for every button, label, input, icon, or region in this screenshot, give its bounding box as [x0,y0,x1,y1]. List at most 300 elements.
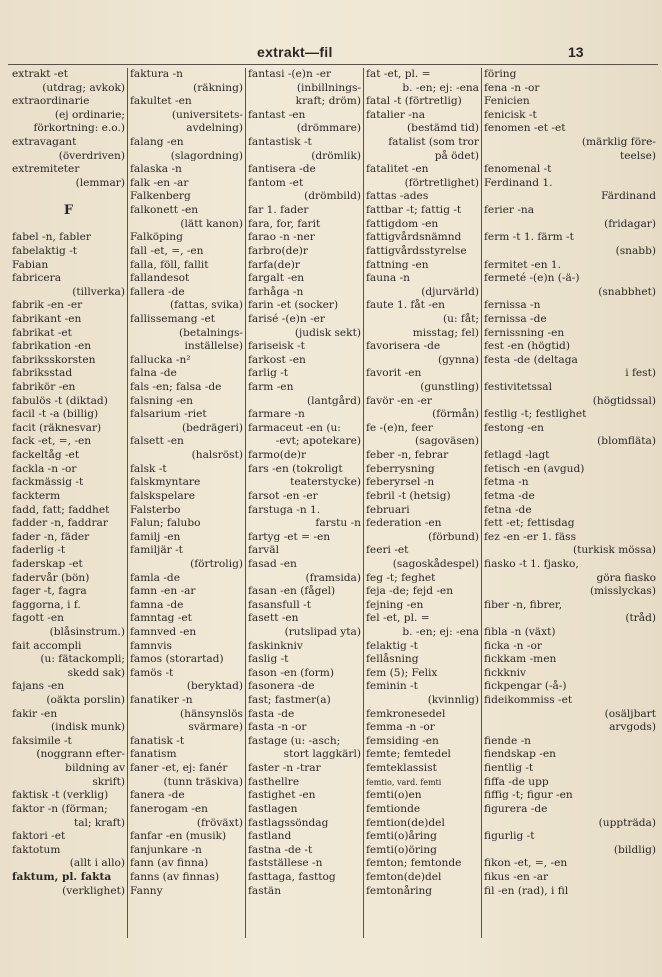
dictionary-entry: fetma -de [484,489,535,502]
dictionary-entry: b. -en; ej: -ena [402,81,479,94]
dictionary-entry: inställelse) [184,340,243,353]
dictionary-entry: ficka -n -or [484,639,542,652]
dictionary-entry: fiasko -t 1. fjasko, [484,557,579,570]
dictionary-entry: fattigdom -en [366,217,439,230]
dictionary-entry: fager -t, fagra [12,585,87,598]
dictionary-entry: fantastisk -t [248,136,312,149]
dictionary-entry: fastna -de -t [248,843,313,856]
dictionary-entry: (kvinnlig) [427,694,479,707]
dictionary-entry: fiffa -de upp [484,775,549,788]
dictionary-entry: feberyrsel -n [366,476,435,489]
dictionary-entry: (hänsynslös [180,707,243,720]
dictionary-entry: (tråd) [625,612,656,625]
dictionary-entry: (sagoskådespel) [392,557,479,570]
dictionary-entry: (förtrolig) [190,557,243,570]
dictionary-entry: ferier -na [484,204,535,217]
dictionary-entry: (drömbild) [304,190,361,203]
dictionary-entry: (drömlik) [311,149,361,162]
dictionary-entry: fattas -ades [366,190,429,203]
dictionary-entry: fanatism [130,748,177,761]
dictionary-entry: (osäljbart [604,707,656,720]
dictionary-entry: fasttaga, fasttog [248,870,336,883]
dictionary-entry: fabrikat -et [12,326,72,339]
dictionary-entry: fast; fastmer(a) [248,694,331,707]
dictionary-entry: farstu -n [315,517,361,530]
dictionary-entry: farkost -en [248,353,306,366]
dictionary-entry: famla -de [130,571,180,584]
dictionary-entry: fermitet -en 1. [484,258,561,271]
dictionary-entry: fabrikant -en [12,312,82,325]
page-number: 13 [568,44,584,60]
dictionary-entry: (tillverka) [72,285,125,298]
dictionary-entry: i fest) [625,367,656,380]
dictionary-entry: fernissa -n [484,299,541,312]
dictionary-entry: fastlagen [248,802,298,815]
dictionary-entry: göra fiasko [596,571,656,584]
dictionary-entry: fabricera [12,272,62,285]
dictionary-entry: far 1. fader [248,204,309,217]
dictionary-entry: fastighet -en [248,789,316,802]
dictionary-entry: fabriksskorsten [12,353,96,366]
dictionary-entry: femtionde [366,802,421,815]
dictionary-entry: fett -et; fettisdag [484,517,575,530]
dictionary-entry: avdelning) [186,122,243,135]
dictionary-entry: faktisk -t (verklig) [12,789,109,802]
column-1 [10,68,128,938]
dictionary-entry: fastställese -n [248,857,323,870]
dictionary-entry: faner -et, ej: fanér [130,762,228,775]
dictionary-entry: faster -n -trar [248,762,321,775]
dictionary-entry: (lätt kanon) [180,217,243,230]
dictionary-entry: faktotum [12,843,61,856]
dictionary-entry: ferm -t 1. färm -t [484,231,574,244]
dictionary-entry: faskinkniv [248,639,303,652]
dictionary-entry: fickkam -men [484,653,557,666]
dictionary-entry: fetma -n [484,476,529,489]
dictionary-entry: fibla -n (växt) [484,625,556,638]
dictionary-entry: fantasi -(e)n -er [248,68,332,80]
dictionary-entry: faktum, pl. fakta [12,870,112,883]
dictionary-entry [12,190,125,204]
dictionary-entry: fez -en -er 1. fäss [484,530,577,543]
dictionary-entry: Falkenberg [130,190,191,203]
dictionary-entry: fallandesot [130,272,190,285]
dictionary-entry: (misslyckas) [589,585,656,598]
dictionary-entry: femma -n -or [366,721,435,734]
dictionary-entry: fanns (av finnas) [130,870,220,883]
dictionary-entry: (framsida) [305,571,361,584]
dictionary-entry: feg -t; feghet [366,571,436,584]
dictionary-entry: (gynna) [438,353,479,366]
dictionary-entry: fastän [248,884,282,897]
dictionary-entry: faktor -n (förman; [12,802,108,815]
dictionary-entry: femsiding -en [366,734,439,747]
column-5 [482,68,658,938]
dictionary-entry: fastland [248,830,292,843]
dictionary-entry: fauna -n [366,272,410,285]
dictionary-entry: fallucka -n² [130,353,191,366]
dictionary-entry: faderskap -et [12,557,83,570]
dictionary-entry: fallera -de [130,285,185,298]
dictionary-entry: feeri -et [366,544,409,557]
dictionary-entry: falaska -n [130,163,182,176]
dictionary-entry: fader -n, fäder [12,530,90,543]
dictionary-entry: februari [366,503,410,516]
dictionary-entry: fals -en; falsa -de [130,381,222,394]
dictionary-entry: fason -en (form) [248,666,334,679]
dictionary-entry: (fattas, svika) [169,299,243,312]
dictionary-entry: familjär -t [130,544,183,557]
header-rule [8,64,658,65]
dictionary-entry: febril -t (hetsig) [366,489,451,502]
dictionary-entry: (räkning) [193,81,243,94]
dictionary-entry: farsot -en -er [248,489,318,502]
dictionary-entry: fackla -n -or [12,462,77,475]
dictionary-entry: festong -en [484,421,544,434]
dictionary-entry: extraordinarie [12,95,90,108]
dictionary-entry: faute 1. fåt -en [366,299,445,312]
dictionary-entry: femtio, vard. femti [366,777,442,787]
dictionary-entry: fantisera -de [248,163,316,176]
guide-words: extrakt—fil [257,44,333,60]
dictionary-entry: Färdinand [601,190,656,203]
dictionary-entry: (betalnings- [179,326,243,339]
dictionary-entry: (lantgård) [307,394,361,407]
dictionary-entry: (märklig före- [581,136,656,149]
dictionary-entry: fabriksstad [12,367,73,380]
dictionary-entry: fabrikation -en [12,340,92,353]
dictionary-entry: tal; kraft) [73,816,125,829]
dictionary-entry: falskmyntare [130,476,201,489]
dictionary-entry: farväl [248,544,279,557]
dictionary-entry: misstag; fel) [412,326,479,339]
dictionary-entry: falkonett -en [130,204,199,217]
dictionary-entry: (bestämd tid) [407,122,479,135]
dictionary-entry: faktori -et [12,830,66,843]
dictionary-entry: fejning -en [366,598,424,611]
dictionary-entry: faktura -n [130,68,183,80]
dictionary-entry: (turkisk mössa) [572,544,656,557]
dictionary-entry: fiffig -t; figur -en [484,789,573,802]
dictionary-entry: kraft; dröm) [295,95,361,108]
dictionary-entry: (högtidssal) [592,394,656,407]
dictionary-entry: femti(o)åring [366,830,437,843]
dictionary-entry: fanerogam -en [130,802,208,815]
dictionary-entry: feberrysning [366,462,435,475]
dictionary-entry: (rutslipad yta) [284,625,361,638]
dictionary-entry: fann (av finna) [130,857,209,870]
dictionary-entry: femkronesedel [366,707,446,720]
section-letter: F [63,204,74,218]
dictionary-entry: feja -de; fejd -en [366,585,454,598]
dictionary-entry: fanjunkare -n [130,843,202,856]
dictionary-entry: fiende -n [484,734,531,747]
dictionary-entry: fatalist (som tror [388,136,479,149]
dictionary-entry: familj -en [130,530,181,543]
dictionary-entry: fatalitet -en [366,163,429,176]
dictionary-entry: fernissning -en [484,326,565,339]
dictionary-entry: fasansfull -t [248,598,311,611]
dictionary-entry: (universitets- [171,108,243,121]
dictionary-entry: (utdrag; avkok) [42,81,125,94]
dictionary-entry: fiendskap -en [484,748,556,761]
dictionary-entry: teelse) [619,149,656,162]
dictionary-entry: (snabb) [615,244,656,257]
dictionary-entry: fatalier -na [366,108,426,121]
dictionary-entry: festa -de (deltaga [484,353,578,366]
dictionary-entry: fe -(e)n, feer [366,421,433,434]
dictionary-entry: fenomenal -t [484,163,552,176]
dictionary-entry: fagott -en [12,612,64,625]
dictionary-entry: Falsterbo [130,503,181,516]
dictionary-entry: fattning -en [366,258,429,271]
dictionary-entry: fil -en (rad), i fil [484,884,569,897]
dictionary-entry: (gunstling) [420,381,479,394]
dictionary-entry: faksimile -t [12,734,72,747]
dictionary-entry: (halsröst) [191,449,243,462]
dictionary-entry: falla, föll, fallit [130,258,209,271]
dictionary-entry: farm -en [248,381,294,394]
dictionary-entry: (allt i allo) [69,857,125,870]
dictionary-entry: farhåga -n [248,285,304,298]
dictionary-entry: (judisk sekt) [294,326,361,339]
dictionary-entry: (slagordning) [170,149,243,162]
dictionary-entry: fasad -en [248,557,297,570]
dictionary-entry: fetlagd -lagt [484,449,550,462]
dictionary-entry: favorit -en [366,367,422,380]
dictionary-entry: Falun; falubo [130,517,201,530]
dictionary-entry: fanatisk -t [130,734,185,747]
dictionary-entry: fariseisk -t [248,340,305,353]
dictionary-entry: falsning -en [130,394,193,407]
dictionary-entry: fadder -n, faddrar [12,517,108,530]
dictionary-entry: famnved -en [130,625,197,638]
dictionary-entry: teaterstycke) [290,476,361,489]
dictionary-entry: b. -en; ej: -ena [402,625,479,638]
dictionary-entry: fasta -n -or [248,721,307,734]
dictionary-entry: fasan -en (fågel) [248,585,336,598]
dictionary-entry: feminin -t [366,680,418,693]
dictionary-entry: famntag -et [130,612,192,625]
dictionary-entry: -evt; apotekare) [275,435,361,448]
column-4 [364,68,482,938]
dictionary-entry: farstuga -n 1. [248,503,321,516]
dictionary-entry: (drömmare) [296,122,361,135]
dictionary-entry: fackeltåg -et [12,449,80,462]
dictionary-entry: famos (storartad) [130,653,224,666]
dictionary-entry: (u: fätackompli; [40,653,125,666]
dictionary-entry: fabrikör -en [12,381,76,394]
dictionary-entry: farisé -(e)n -er [248,312,325,325]
dictionary-entry: fasett -en [248,612,299,625]
dictionary-entry: fena -n -or [484,81,540,94]
dictionary-entry: (tunn träskiva) [163,775,243,788]
dictionary-entry: falk -en -ar [130,176,189,189]
dictionary-entry: farmaceut -en (u: [248,421,341,434]
dictionary-entry: (verklighet) [62,884,125,897]
dictionary-entry: fallissemang -et [130,312,215,325]
dictionary-entry: fem (5); Felix [366,666,438,679]
dictionary-entry: Fanny [130,884,163,897]
dictionary-entry: farin -et (socker) [248,299,339,312]
dictionary-entry: faslig -t [248,653,289,666]
dictionary-entry: fasonera -de [248,680,315,693]
dictionary-entry: (bedrägeri) [182,421,243,434]
dictionary-entry: fattigvårdsstyrelse [366,244,467,257]
dictionary-entry: (överdriven) [58,149,125,162]
dictionary-entry: fakultet -en [130,95,192,108]
dictionary-entry: famös -t [130,666,174,679]
dictionary-entry: (fröväxt) [196,816,243,829]
dictionary-entry: fantom -et [248,176,304,189]
dictionary-entry: fabulös -t (diktad) [12,394,108,407]
dictionary-entry: favör -en -er [366,394,432,407]
dictionary-entry: (uppträda) [598,816,656,829]
dictionary-entry: fabelaktig -t [12,244,78,257]
dictionary-entry: figurlig -t [484,830,535,843]
dictionary-entry: fasthellre [248,775,300,788]
dictionary-entry: fattigvårdsnämnd [366,231,462,244]
dictionary-entry: fargalt -en [248,272,305,285]
dictionary-entry: falsarium -riet [130,408,207,421]
dictionary-entry: (djurvärld) [421,285,479,298]
dictionary-entry: Falköping [130,231,183,244]
dictionary-entry: (noggrann efter- [36,748,125,761]
entry-columns [10,68,658,938]
dictionary-entry: (blåsinstrum.) [49,625,125,638]
dictionary-entry: fernissa -de [484,312,547,325]
dictionary-entry: femtonåring [366,884,433,897]
dictionary-entry: famn -en -ar [130,585,196,598]
dictionary-entry: (oäkta porslin) [46,694,125,707]
dictionary-entry: (beryktad) [186,680,243,693]
dictionary-entry: fickkniv [484,666,527,679]
dictionary-entry: fanera -de [130,789,185,802]
dictionary-entry: faderlig -t [12,544,66,557]
dictionary-entry: falna -de [130,367,177,380]
dictionary-entry: (snabbhet) [598,285,656,298]
dictionary-entry: fel -et, pl. = [366,612,430,625]
dictionary-entry: felaktig -t [366,639,418,652]
dictionary-entry: femti(o)en [366,789,422,802]
dictionary-entry: fartyg -et = -en [248,530,331,543]
dictionary-entry: fastage (u: -asch; [248,734,341,747]
dictionary-entry: femton(de)del [366,870,442,883]
dictionary-entry: fall -et, =, -en [130,244,204,257]
dictionary-entry: favorisera -de [366,340,441,353]
column-3 [246,68,364,938]
dictionary-entry: fars -en (tokroligt [248,462,343,475]
dictionary-entry: Ferdinand 1. [484,176,553,189]
dictionary-entry: femtion(de)del [366,816,445,829]
dictionary-entry: facil -t -a (billig) [12,408,99,421]
dictionary-entry: Fabian [12,258,49,271]
dictionary-entry: (u: fåt; [443,312,479,325]
column-2 [128,68,246,938]
dictionary-entry: (bildlig) [613,843,656,856]
dictionary-entry: (förbund) [428,530,479,543]
dictionary-entry: fetna -de [484,503,532,516]
dictionary-entry: falskspelare [130,489,196,502]
dictionary-entry: på ödet) [434,149,479,162]
dictionary-entry: festivitetssal [484,381,553,394]
dictionary-entry: föring [484,68,517,80]
dictionary-entry: bildning av [65,762,125,775]
dictionary-entry: fiber -n, fibrer, [484,598,563,611]
dictionary-entry: fadd, fatt; faddhet [12,503,110,516]
dictionary-entry: figurera -de [484,802,548,815]
dictionary-entry: fikus -en -ar [484,870,549,883]
dictionary-entry: fabrik -en -er [12,299,83,312]
dictionary-entry: fikon -et, =, -en [484,857,568,870]
dictionary-entry: fastlagssöndag [248,816,329,829]
dictionary-entry: fatal -t (förtretlig) [366,95,462,108]
dictionary-entry: skedd sak) [67,666,125,679]
dictionary-entry: (fridagar) [604,217,656,230]
dictionary-entry: falsett -en [130,435,184,448]
dictionary-entry: skrift) [92,775,125,788]
dictionary-entry: famnvis [130,639,172,652]
dictionary-entry: fack -et, =, -en [12,435,92,448]
dictionary-entry: fellåsning [366,653,419,666]
dictionary-entry: Fenicien [484,95,530,108]
dictionary-entry: farmare -n [248,408,305,421]
dictionary-entry: extrakt -et [12,68,69,80]
dictionary-entry: fickpengar (-å-) [484,680,567,693]
dictionary-entry: fenomen -et -et [484,122,566,135]
dictionary-entry: falang -en [130,136,184,149]
dictionary-entry: fadervår (bön) [12,571,90,584]
dictionary-entry: (ej ordinarie; [54,108,125,121]
dictionary-entry: fetisch -en (avgud) [484,462,585,475]
dictionary-entry: federation -en [366,517,442,530]
dictionary-entry: fat -et, pl. = [366,68,431,80]
dictionary-entry: fackterm [12,489,61,502]
dictionary-entry: extravagant [12,136,77,149]
dictionary-entry: fideikommiss -et [484,694,573,707]
dictionary-entry: farmo(de)r [248,449,307,462]
dictionary-entry: (indisk munk) [51,721,125,734]
dictionary-entry: femte; femtedel [366,748,451,761]
dictionary-entry: fanfar -en (musik) [130,830,227,843]
dictionary-entry: fientlig -t [484,762,534,775]
dictionary-entry: fajans -en [12,680,65,693]
dictionary-entry: festlig -t; festlighet [484,408,587,421]
dictionary-entry: farlig -t [248,367,289,380]
dictionary-entry: fest -en (högtid) [484,340,570,353]
dictionary-entry: (inbillnings- [296,81,361,94]
dictionary-entry: facit (räknesvar) [12,421,102,434]
dictionary-entry: fait accompli [12,639,82,652]
dictionary-entry: fantast -en [248,108,306,121]
dictionary-entry: fasta -de [248,707,295,720]
page-header [0,36,662,66]
dictionary-entry: svärmare) [188,721,243,734]
dictionary-entry [12,218,125,232]
dictionary-entry: feber -n, febrar [366,449,449,462]
dictionary-entry: faggorna, i f. [12,598,81,611]
dictionary-entry: stort laggkärl) [283,748,361,761]
dictionary-entry: (lemmar) [75,176,125,189]
dictionary-entry: fermeté -(e)n (-ä-) [484,272,580,285]
dictionary-entry: (förmån) [432,408,479,421]
dictionary-entry: farbro(de)r [248,244,308,257]
dictionary-entry: arvgods) [609,721,656,734]
dictionary-entry: fenicisk -t [484,108,537,121]
dictionary-entry: fabel -n, fabler [12,231,91,244]
dictionary-entry: femti(o)öring [366,843,437,856]
dictionary-entry: farfa(de)r [248,258,300,271]
